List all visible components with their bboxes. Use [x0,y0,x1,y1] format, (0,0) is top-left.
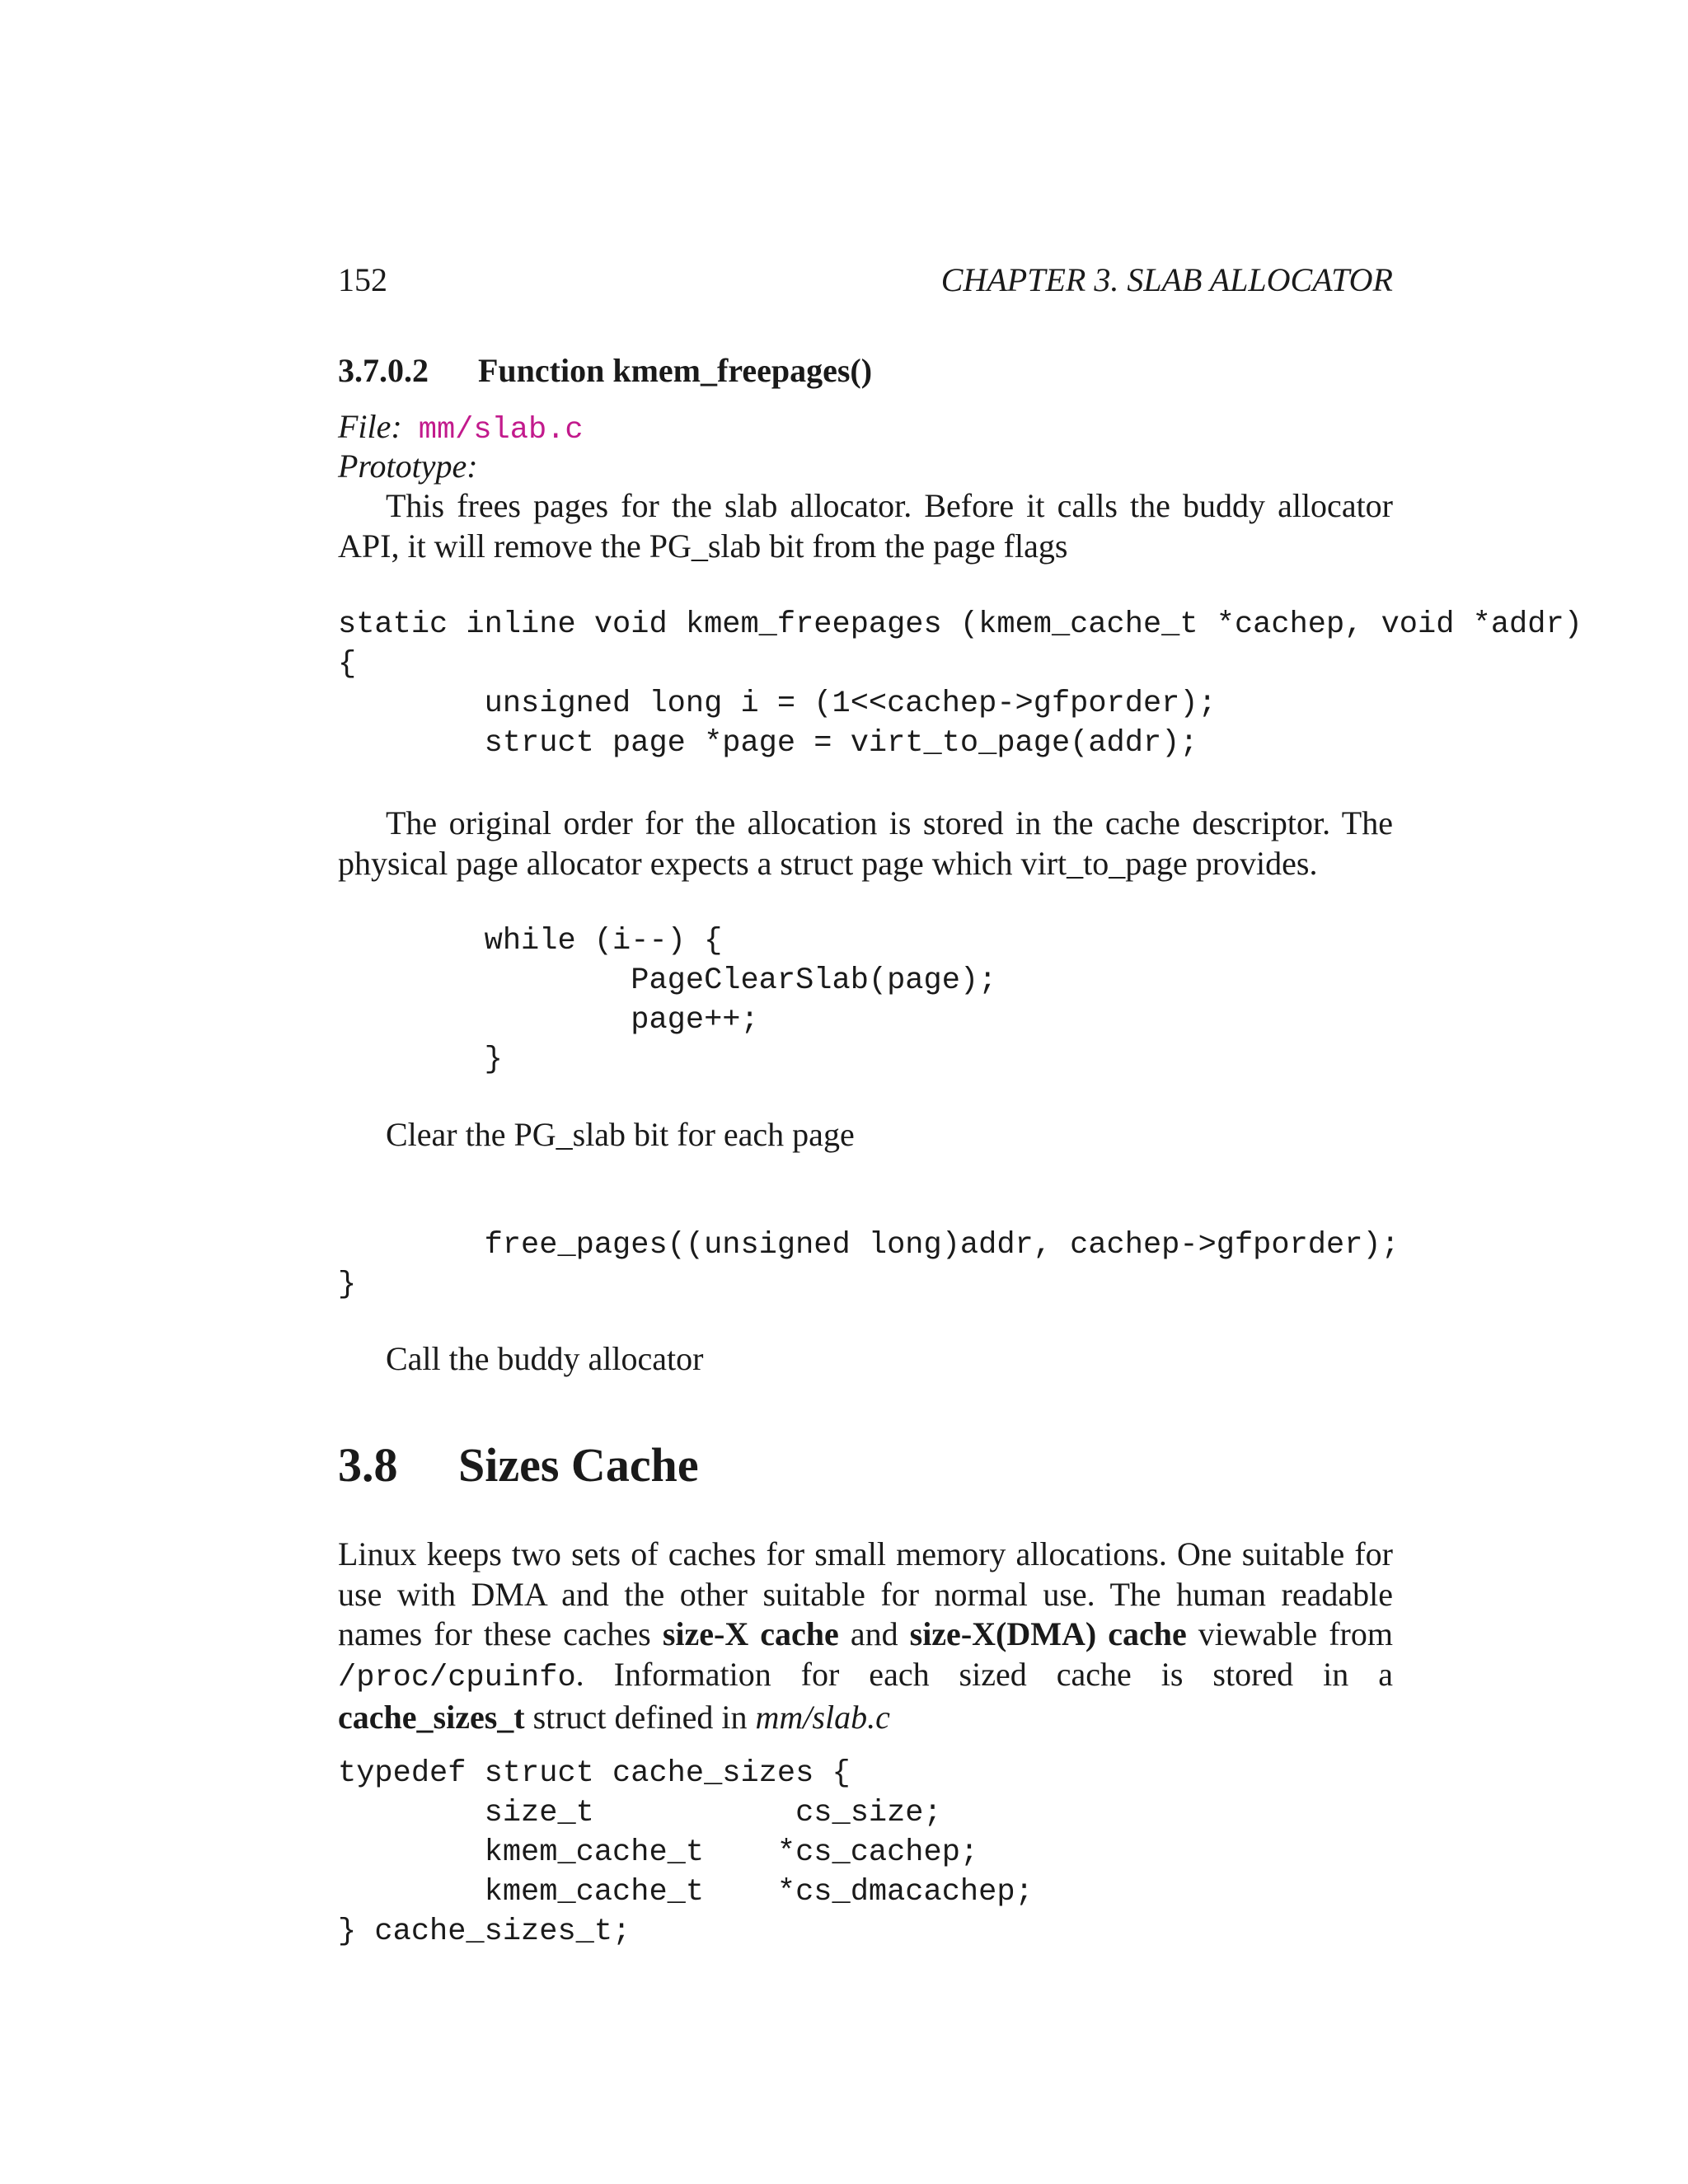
subsection-number: 3.7.0.2 [338,352,429,389]
size-x-dma-cache-term: size-X(DMA) cache [909,1615,1187,1652]
text-run: . Information for each sized cache is stored in a [575,1655,1393,1693]
text-run: Linux keeps two sets of caches for small memory allocations. One suitable for use with DMA and the other suitable for normal use. The human readable names for these caches [338,1535,1393,1652]
page-number: 152 [338,261,387,298]
subsection-heading [338,348,872,394]
size-x-cache-term: size-X cache [662,1615,839,1652]
document-page [338,0,1582,2184]
file-line [338,407,584,450]
order-paragraph: The original order for the allocation is stored in the cache descriptor. The physical page allocator expects a struct page which virt_to_page provides. [338,804,1393,882]
prototype-label: Prototype: [338,448,478,485]
text-run: and [838,1615,910,1652]
clear-slab-note: Clear the PG_slab bit for each page [386,1116,855,1153]
cache-sizes-t-term: cache_sizes_t [338,1699,525,1736]
intro-paragraph: This frees pages for the slab allocator. Before it calls the buddy allocator API, it will remove the PG_slab bit from the page flags [338,487,1393,565]
section-title: Sizes Cache [458,1438,699,1492]
section-number: 3.8 [338,1438,398,1492]
proc-cpuinfo-path: /proc/cpuinfo [338,1660,576,1695]
code-block-while-loop: while (i--) { PageClearSlab(page); page++; } [484,924,997,1077]
file-path-link[interactable]: mm/slab.c [418,413,584,448]
section-heading [338,1436,699,1495]
text-run: viewable from [1186,1615,1393,1652]
code-block-function-start: static inline void kmem_freepages (kmem_cache_t *cachep, void *addr) { unsigned long i = (1<<cachep->gfporder); struct page *page = virt_to_page(addr); [338,607,1582,761]
code-block-free-pages: free_pages((unsigned long)addr, cachep->gfporder); } [338,1228,1400,1302]
chapter-title: CHAPTER 3. SLAB ALLOCATOR [940,261,1393,298]
buddy-allocator-note: Call the buddy allocator [386,1340,704,1377]
subsection-title: Function kmem_freepages() [478,352,873,389]
text-run: struct defined in [524,1699,756,1736]
file-label: File: [338,408,402,445]
slab-file-reference: mm/slab.c [755,1699,890,1736]
sizes-cache-paragraph [338,1535,1393,1738]
code-block-cache-sizes-struct: typedef struct cache_sizes { size_t cs_size; kmem_cache_t *cs_cachep; kmem_cache_t *cs_dmacachep; } cache_sizes_t; [338,1756,1034,1949]
